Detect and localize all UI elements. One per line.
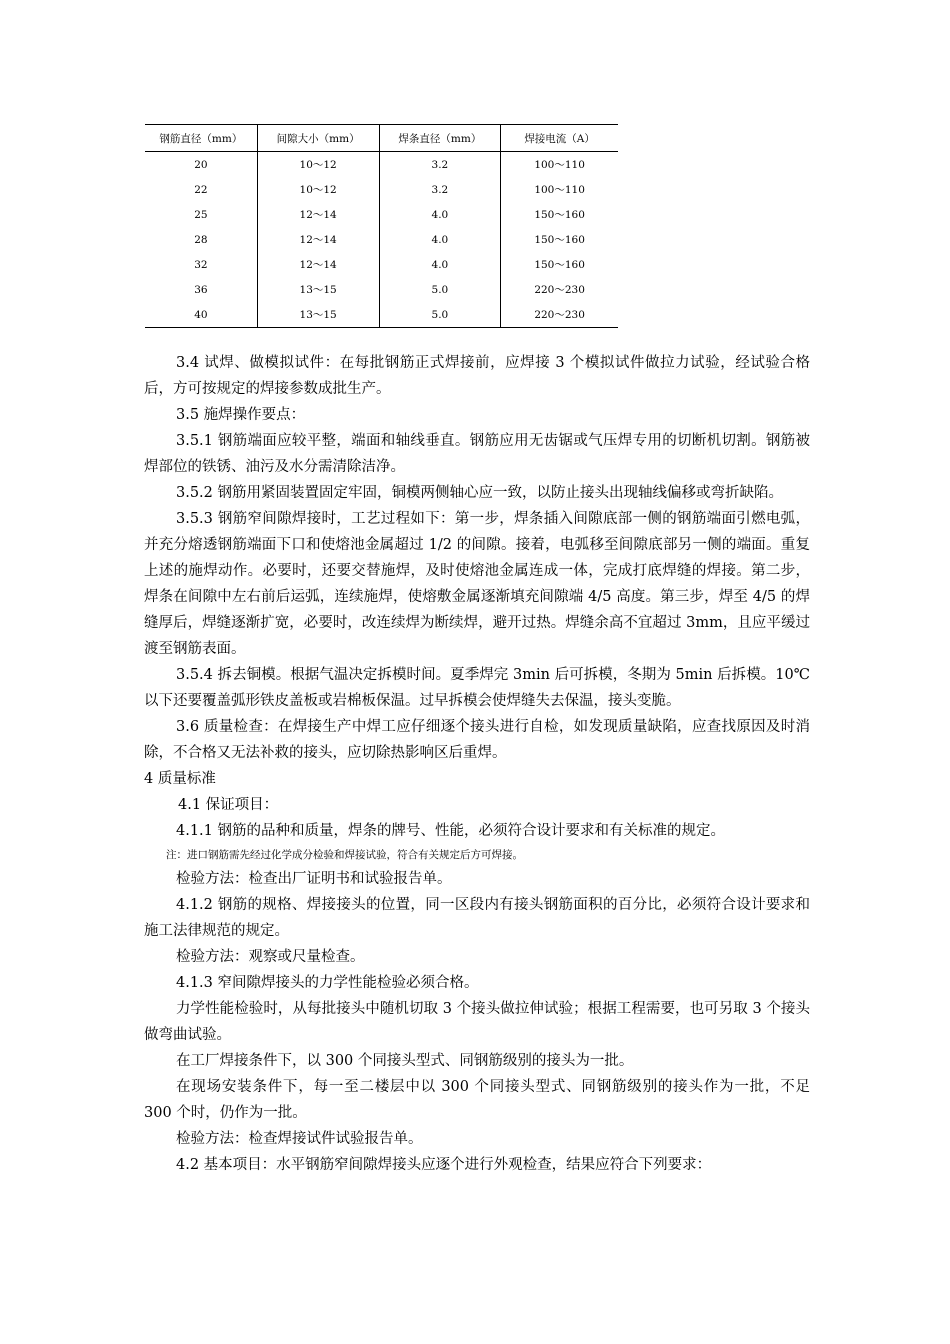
paragraph-4-1-3: 4.1.3 窄间隙焊接头的力学性能检验必须合格。	[176, 975, 479, 991]
table-row	[145, 227, 618, 252]
paragraph-4-1-1: 4.1.1 钢筋的品种和质量，焊条的牌号、性能，必须符合设计要求和有关标准的规定。	[176, 823, 726, 839]
paragraph-4-1-2: 4.1.2 钢筋的规格、焊接接头的位置，同一区段内有接头钢筋面积的百分比，必须符合设计要求和施工法律规范的规定。	[144, 897, 810, 939]
table-cell: 4.0	[379, 227, 501, 252]
table-cell: 150～160	[501, 227, 618, 252]
table-header-row	[145, 125, 618, 152]
paragraph-site-batch: 在现场安装条件下，每一至二楼层中以 300 个同接头型式、同钢筋级别的接头作为一批，不足 300 个时，仍作为一批。	[144, 1079, 810, 1121]
table-cell: 5.0	[379, 277, 501, 302]
table-cell: 10～12	[257, 152, 379, 178]
table-row	[145, 202, 618, 227]
paragraph-3-5-3: 3.5.3 钢筋窄间隙焊接时，工艺过程如下：第一步，焊条插入间隙底部一侧的钢筋端面引燃电弧，并充分熔透钢筋端面下口和使熔池金属超过 1/2 的间隙。接着，电弧移至间隙底部另一侧的端面。重复上述的施焊动作。必要时，还要交替施焊，及时使熔池金属连成一体，完成打底焊缝的焊接。第二步，焊条在间隙中左右前后运弧，连续施焊，使熔敷金属逐渐填充间隙端 4/5 高度。第三步，焊至 4/5 的焊缝厚后，焊缝逐渐扩宽，必要时，改连续焊为断续焊，避开过热。焊缝余高不宜超过 3mm，且应平缓过渡至钢筋表面。	[144, 511, 810, 657]
paragraph-3-6: 3.6 质量检查：在焊接生产中焊工应仔细逐个接头进行自检，如发现质量缺陷，应查找原因及时消除，不合格又无法补救的接头，应切除热影响区后重焊。	[144, 719, 810, 761]
paragraph-4-1: 4.1 保证项目：	[178, 797, 279, 813]
table-header-cell: 间隙大小（mm）	[257, 125, 379, 152]
table-cell: 150～160	[501, 252, 618, 277]
paragraph-3-5-4: 3.5.4 拆去铜模。根据气温决定拆模时间。夏季焊完 3min 后可拆模，冬期为 5min 后拆模。10℃以下还要覆盖弧形铁皮盖板或岩棉板保温。过早拆模会使焊缝失去保温，接头变脆。	[144, 667, 810, 709]
document-body	[144, 350, 810, 1178]
table-cell: 32	[194, 258, 208, 271]
inspection-method: 检验方法：检查焊接试件试验报告单。	[176, 1131, 423, 1147]
table-cell: 13～15	[257, 277, 379, 302]
table-header-cell: 钢筋直径（mm）	[145, 125, 257, 152]
paragraph-3-5-1: 3.5.1 钢筋端面应较平整，端面和轴线垂直。钢筋应用无齿锯或气压焊专用的切断机切割。钢筋被焊部位的铁锈、油污及水分需清除洁净。	[144, 433, 810, 475]
table-cell: 220～230	[501, 277, 618, 302]
inspection-method: 检验方法：检查出厂证明书和试验报告单。	[176, 871, 452, 887]
table-cell: 40	[145, 302, 257, 328]
table-cell: 100～110	[501, 152, 618, 178]
table-cell: 36	[194, 283, 208, 296]
table-cell: 22	[194, 183, 208, 196]
table-header-cell: 焊接电流（A）	[501, 125, 618, 152]
paragraph-3-4: 3.4 试焊、做模拟试件：在每批钢筋正式焊接前，应焊接 3 个模拟试件做拉力试验，经试验合格后，方可按规定的焊接参数成批生产。	[144, 355, 810, 397]
footnote: 注：进口钢筋需先经过化学成分检验和焊接试验，符合有关规定后方可焊接。	[166, 849, 523, 861]
paragraph-4-2: 4.2 基本项目：水平钢筋窄间隙焊接头应逐个进行外观检查，结果应符合下列要求：	[176, 1157, 712, 1173]
inspection-method: 检验方法：观察或尺量检查。	[176, 949, 365, 965]
table-row	[145, 302, 618, 328]
paragraph-3-5: 3.5 施焊操作要点：	[176, 407, 306, 423]
paragraph-factory-batch: 在工厂焊接条件下，以 300 个同接头型式、同钢筋级别的接头为一批。	[176, 1053, 634, 1069]
paragraph-3-5-2: 3.5.2 钢筋用紧固装置固定牢固，铜模两侧轴心应一致，以防止接头出现轴线偏移或弯折缺陷。	[176, 485, 783, 501]
table-row	[145, 177, 618, 202]
table-cell: 10～12	[257, 177, 379, 202]
table-header-cell: 焊条直径（mm）	[379, 125, 501, 152]
table-cell: 20	[194, 158, 208, 171]
welding-parameter-table	[145, 124, 618, 328]
table-cell: 150～160	[501, 202, 618, 227]
paragraph-mechanical-test: 力学性能检验时，从每批接头中随机切取 3 个接头做拉伸试验；根据工程需要，也可另取 3 个接头做弯曲试验。	[144, 1001, 810, 1043]
table-cell: 4.0	[379, 202, 501, 227]
table-cell: 220～230	[501, 302, 618, 328]
table-cell: 5.0	[379, 302, 501, 328]
table-cell: 12～14	[257, 252, 379, 277]
table-cell: 12～14	[257, 227, 379, 252]
section-heading-4: 4 质量标准	[144, 771, 216, 787]
table-cell: 100～110	[501, 177, 618, 202]
table-row	[145, 152, 618, 178]
table-cell: 25	[194, 208, 208, 221]
table-row	[145, 252, 618, 277]
table-cell: 4.0	[379, 252, 501, 277]
table-cell: 28	[194, 233, 208, 246]
table-cell: 12～14	[257, 202, 379, 227]
table-cell: 3.2	[379, 152, 501, 178]
table-cell: 13～15	[257, 302, 379, 328]
table-cell: 3.2	[379, 177, 501, 202]
table-row	[145, 277, 618, 302]
